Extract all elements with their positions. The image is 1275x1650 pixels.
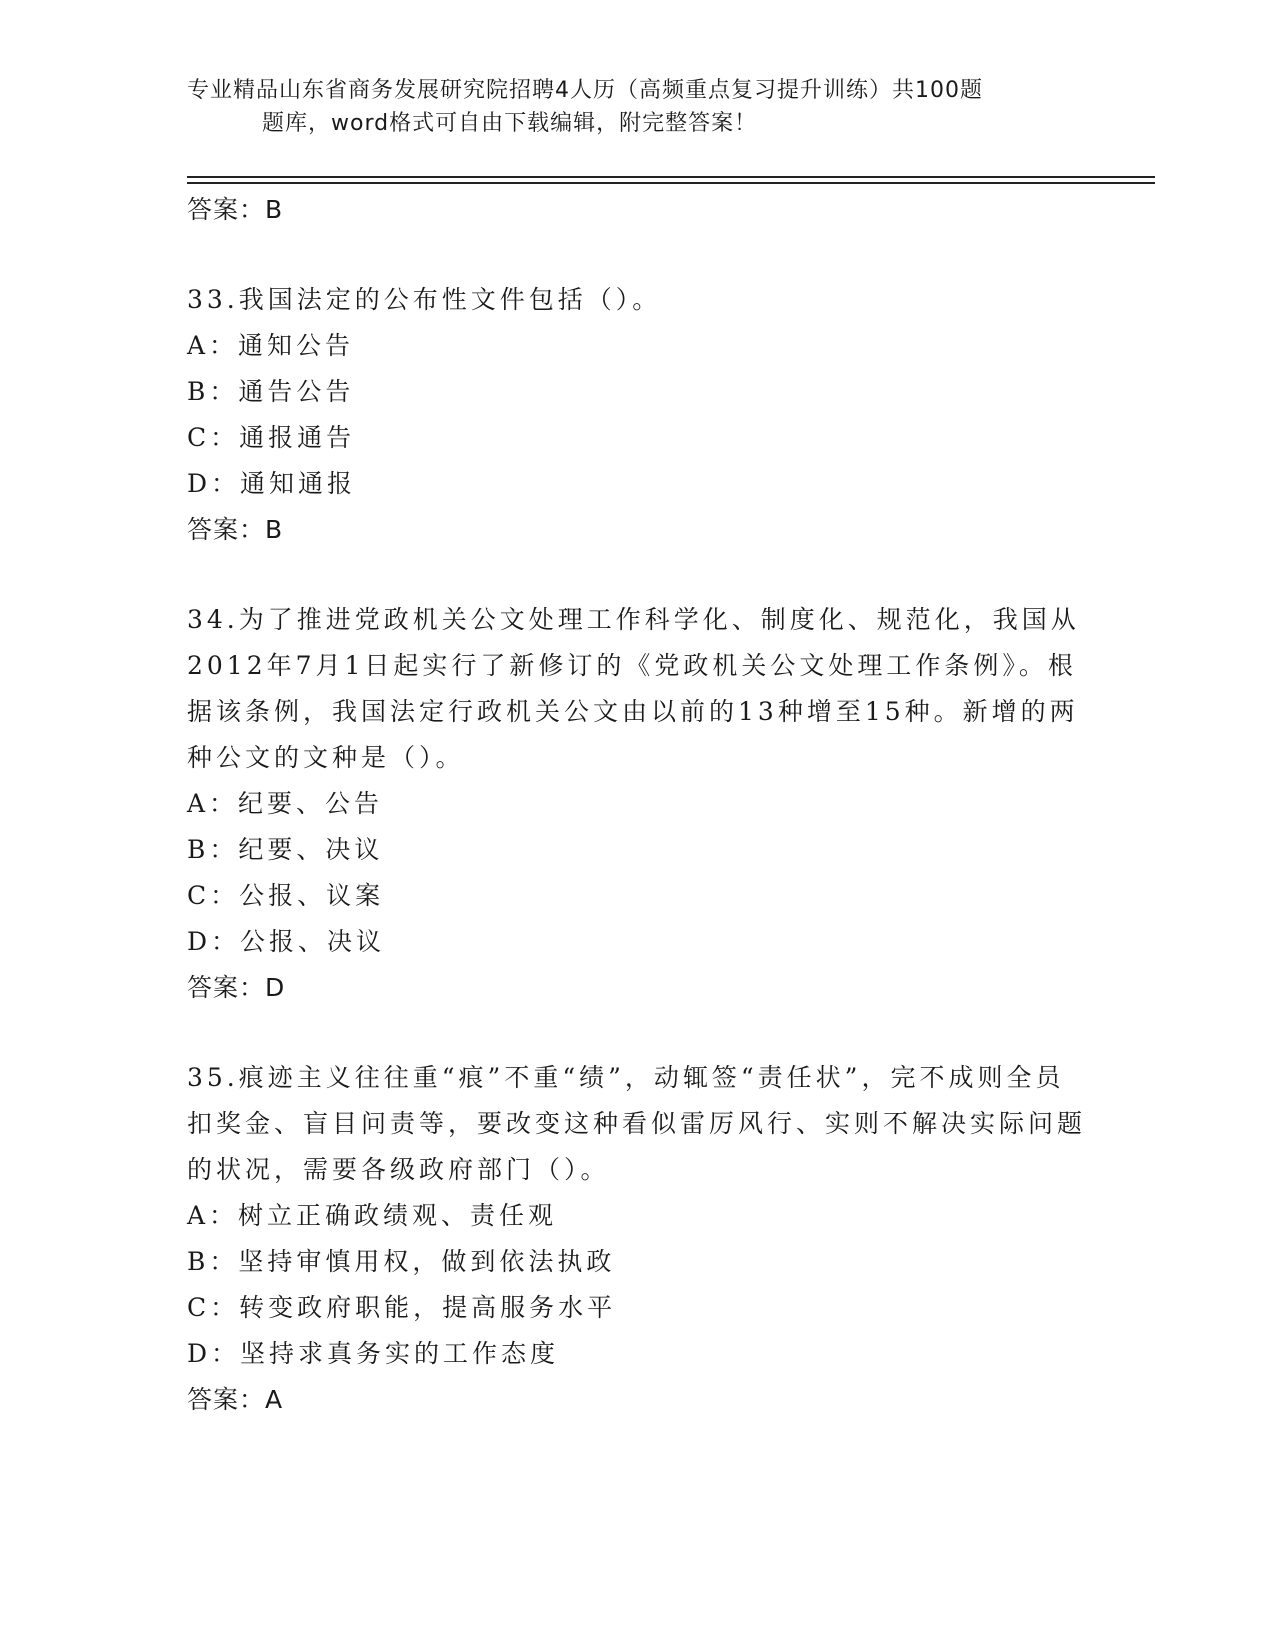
option-a: A：纪要、公告 xyxy=(187,789,384,818)
question-stem: 34.为了推进党政机关公文处理工作科学化、制度化、规范化，我国从2012年7月1日起实行了新修订的《党政机关公文处理工作条例》。根据该条例，我国法定行政机关公文由以前的13种增至15种。新增的两种公文的文种是（）。 xyxy=(187,605,1080,772)
question-35 xyxy=(187,1055,1087,1423)
option-b: B：纪要、决议 xyxy=(187,835,384,864)
option-d: D：通知通报 xyxy=(187,469,357,498)
answer: 答案：D xyxy=(187,973,286,1002)
page-header xyxy=(187,74,1067,140)
option-b: B：通告公告 xyxy=(187,377,355,406)
option-d: D：坚持求真务实的工作态度 xyxy=(187,1339,560,1368)
option-d: D：公报、决议 xyxy=(187,927,386,956)
question-stem: 33.我国法定的公布性文件包括（）。 xyxy=(187,285,662,314)
option-a: A：通知公告 xyxy=(187,331,355,360)
header-rule-bottom xyxy=(187,182,1155,184)
option-a: A：树立正确政绩观、责任观 xyxy=(187,1201,558,1230)
question-list xyxy=(187,187,1087,1423)
answer: 答案：B xyxy=(187,515,284,544)
question-33 xyxy=(187,277,1087,553)
question-34 xyxy=(187,597,1087,1011)
header-rule-top xyxy=(187,176,1155,178)
question-stem: 35.痕迹主义往往重“痕”不重“绩”，动辄签“责任状”，完不成则全员扣奖金、盲目问责等，要改变这种看似雷厉风行、实则不解决实际问题的状况，需要各级政府部门（）。 xyxy=(187,1063,1087,1184)
header-title-line1: 专业精品山东省商务发展研究院招聘4人历（高频重点复习提升训练）共100题 xyxy=(187,78,983,103)
option-c: C：通报通告 xyxy=(187,423,356,452)
option-b: B：坚持审慎用权，做到依法执政 xyxy=(187,1247,616,1276)
previous-answer: 答案：B xyxy=(187,195,284,224)
option-c: C：公报、议案 xyxy=(187,881,385,910)
answer: 答案：A xyxy=(187,1385,284,1414)
option-c: C：转变政府职能，提高服务水平 xyxy=(187,1293,617,1322)
header-title-line2: 题库，word格式可自由下载编辑，附完整答案！ xyxy=(262,111,758,136)
